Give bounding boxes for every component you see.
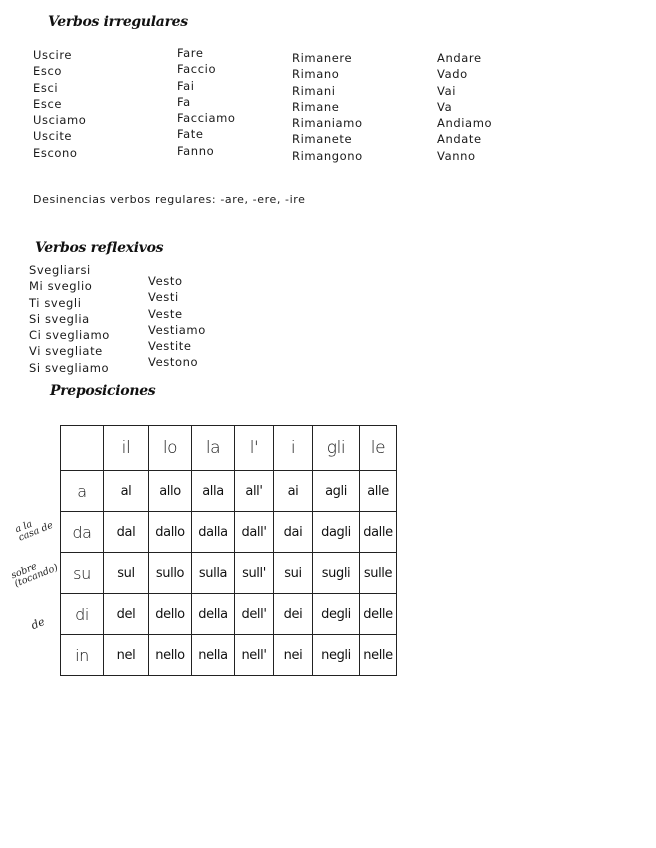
reflexive-form: Mi sveglio [29, 279, 93, 294]
verb-form: Facciamo [177, 111, 236, 126]
articulated-preposition-cell: sulla [192, 553, 235, 594]
articulated-preposition-cell: dai [274, 512, 313, 553]
articulated-preposition-cell: al [104, 471, 149, 512]
irregular-verbs-title: Verbos irregulares [48, 14, 188, 30]
preposition-cell: in [61, 635, 104, 676]
verb-form: Esci [33, 80, 59, 95]
articulated-preposition-cell: nell' [235, 635, 274, 676]
reflexive-form: Si svegliamo [29, 360, 110, 375]
articulated-preposition-cell: nella [192, 635, 235, 676]
article-header: le [360, 426, 397, 471]
articulated-preposition-cell: dei [274, 594, 313, 635]
preposition-cell: di [61, 594, 104, 635]
verb-form: Esco [33, 64, 63, 79]
article-header [61, 426, 104, 471]
verb-form: Uscite [33, 129, 73, 144]
margin-note-sobre: sobre (tocando) [9, 561, 60, 590]
articulated-preposition-cell: delle [360, 594, 397, 635]
reflexive-form: Vesti [148, 290, 179, 305]
articulated-preposition-cell: sugli [313, 553, 360, 594]
preposition-cell: su [61, 553, 104, 594]
articulated-preposition-cell: sullo [149, 553, 192, 594]
reflexive-form: Veste [148, 306, 183, 321]
articulated-preposition-cell: dello [149, 594, 192, 635]
articulated-preposition-cell: nello [149, 635, 192, 676]
articulated-preposition-cell: dall' [235, 512, 274, 553]
articulated-preposition-cell: negli [313, 635, 360, 676]
reflexive-form: Vi svegliate [29, 344, 103, 359]
preposition-cell: da [61, 512, 104, 553]
verb-form: Vado [437, 67, 468, 82]
articulated-preposition-cell: degli [313, 594, 360, 635]
articulated-preposition-cell: nel [104, 635, 149, 676]
articulated-preposition-cell: dell' [235, 594, 274, 635]
articulated-preposition-cell: sulle [360, 553, 397, 594]
prepositions-table [60, 425, 397, 676]
reflexive-form: Vestiamo [148, 322, 206, 337]
verb-form: Esce [33, 96, 63, 111]
desinencias-line: Desinencias verbos regulares: -are, -ere, -ire [33, 193, 306, 206]
articulated-preposition-cell: alle [360, 471, 397, 512]
verb-column-andare [437, 50, 492, 164]
table-row [61, 635, 397, 676]
articulated-preposition-cell: del [104, 594, 149, 635]
margin-note-de: de [29, 615, 47, 633]
article-header: il [104, 426, 149, 471]
article-header: gli [313, 426, 360, 471]
verb-form: Fate [177, 127, 204, 142]
verb-form: Andare [437, 51, 482, 65]
verb-form: Andiamo [437, 116, 493, 131]
verb-column-fare [177, 45, 236, 159]
table-row [61, 512, 397, 553]
margin-note-a-la-casa: a la casa de [13, 518, 55, 544]
verb-form: Andate [437, 132, 482, 147]
verb-form: Rimaniamo [292, 116, 363, 131]
verb-column-rimanere [292, 50, 363, 164]
verb-form: Vanno [437, 148, 476, 163]
articulated-preposition-cell: sui [274, 553, 313, 594]
prepositions-title: Preposiciones [50, 383, 156, 399]
articulated-preposition-cell: dal [104, 512, 149, 553]
preposition-cell: a [61, 471, 104, 512]
verb-form: Fanno [177, 143, 215, 158]
verb-form: Rimane [292, 99, 340, 114]
verb-form: Rimanere [292, 51, 353, 65]
table-row [61, 553, 397, 594]
articulated-preposition-cell: all' [235, 471, 274, 512]
table-row [61, 471, 397, 512]
reflexive-form: Ti svegli [29, 295, 82, 310]
verb-form: Rimano [292, 67, 340, 82]
verb-form: Fai [177, 78, 195, 93]
reflexive-form: Svegliarsi [29, 263, 91, 277]
articulated-preposition-cell: sull' [235, 553, 274, 594]
articulated-preposition-cell: sul [104, 553, 149, 594]
verb-form: Rimanete [292, 132, 353, 147]
reflexive-column-svegliarsi [29, 262, 110, 376]
articulated-preposition-cell: allo [149, 471, 192, 512]
reflexive-form: Vestono [148, 355, 199, 370]
articulated-preposition-cell: della [192, 594, 235, 635]
articulated-preposition-cell: dalla [192, 512, 235, 553]
verb-form: Uscire [33, 48, 73, 62]
articulated-preposition-cell: agli [313, 471, 360, 512]
reflexive-form: Vestite [148, 339, 192, 354]
verb-form: Escono [33, 145, 78, 160]
article-header: l' [235, 426, 274, 471]
table-header-row [61, 426, 397, 471]
article-header: la [192, 426, 235, 471]
verb-form: Rimangono [292, 148, 363, 163]
articulated-preposition-cell: alla [192, 471, 235, 512]
articulated-preposition-cell: dagli [313, 512, 360, 553]
reflexive-column-vestire [148, 273, 206, 371]
verb-form: Fare [177, 46, 204, 60]
reflexive-form: Ci svegliamo [29, 328, 110, 343]
article-header: i [274, 426, 313, 471]
table-row [61, 594, 397, 635]
reflexive-form: Si sveglia [29, 311, 90, 326]
reflexive-form: Vesto [148, 274, 183, 288]
verb-column-uscire [33, 47, 86, 161]
verb-form: Va [437, 99, 453, 114]
verb-form: Usciamo [33, 113, 87, 128]
articulated-preposition-cell: ai [274, 471, 313, 512]
verb-form: Rimani [292, 83, 336, 98]
verb-form: Vai [437, 83, 457, 98]
articulated-preposition-cell: nelle [360, 635, 397, 676]
verb-form: Fa [177, 94, 191, 109]
articulated-preposition-cell: dallo [149, 512, 192, 553]
articulated-preposition-cell: nei [274, 635, 313, 676]
reflexive-verbs-title: Verbos reflexivos [35, 240, 164, 256]
verb-form: Faccio [177, 62, 217, 77]
article-header: lo [149, 426, 192, 471]
articulated-preposition-cell: dalle [360, 512, 397, 553]
